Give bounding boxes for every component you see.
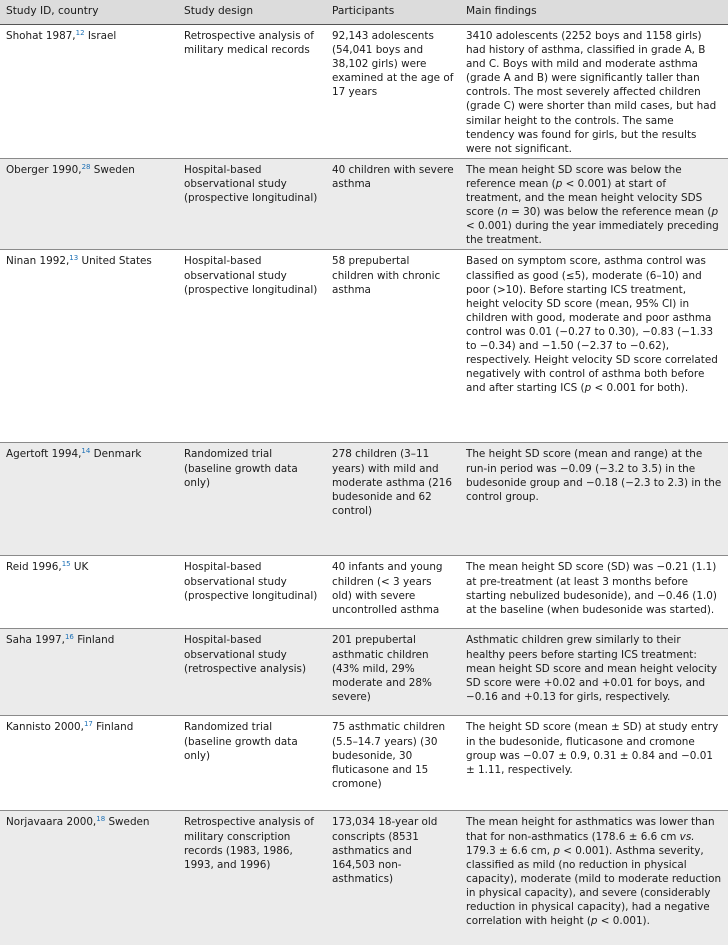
study-cell (0, 25, 178, 159)
study-cell (0, 629, 178, 716)
design-cell: Hospital-based observational study (prospective longitudinal) (178, 250, 326, 443)
participants-cell: 201 prepubertal asthmatic children (43% mild, 29% moderate and 28% severe) (326, 629, 460, 716)
reference-link[interactable]: 12 (75, 29, 85, 37)
header-findings: Main findings (460, 0, 728, 25)
findings-text: The mean height for asthmatics was lower than that for non-asthmatics (178.6 ± 6.6 cm (466, 816, 715, 843)
table-header-row (0, 0, 728, 25)
table-row (0, 158, 728, 250)
reference-link[interactable]: 17 (83, 720, 93, 729)
findings-italic: p (584, 382, 592, 395)
findings-italic: p (555, 177, 563, 190)
participants-cell: 40 infants and young children (< 3 years old) with severe uncontrolled asthma (326, 556, 460, 629)
findings-italic: p (590, 915, 598, 928)
findings-text: < 0.001). Asthma severity, classified as mild (no reduction in physical capacity), moderate (mild to moderate reduction in physical capacity), and severe (considerably reduction in physical capacity), had a negative correlation with height ( (466, 844, 722, 928)
table-row (0, 556, 728, 629)
study-cell (0, 250, 178, 443)
study-cell (0, 443, 178, 556)
findings-italic: p (711, 206, 719, 219)
study-country: Finland (73, 634, 115, 647)
design-cell: Retrospective analysis of military medical records (178, 25, 326, 159)
study-cell (0, 556, 178, 629)
reference-link[interactable]: 13 (69, 254, 79, 263)
study-country: Israel (84, 30, 117, 42)
study-cell (0, 811, 178, 945)
study-country: UK (70, 561, 89, 574)
table-row (0, 443, 728, 556)
design-cell: Randomized trial (baseline growth data only) (178, 443, 326, 556)
study-country: Sweden (105, 816, 150, 829)
findings-italic: p (553, 844, 560, 857)
study-country: Finland (92, 721, 134, 734)
participants-cell: 278 children (3–11 years) with mild and moderate asthma (216 budesonide and 62 control) (326, 443, 460, 556)
study-country: United States (78, 255, 152, 268)
reference-link[interactable]: 28 (81, 162, 91, 171)
header-participants: Participants (326, 0, 460, 25)
study-name: Ninan 1992, (6, 255, 70, 268)
design-cell: Retrospective analysis of military conscription records (1983, 1986, 1993, and 1996) (178, 811, 326, 945)
study-name: Shohat 1987, (6, 30, 76, 42)
design-cell: Hospital-based observational study (prospective longitudinal) (178, 556, 326, 629)
findings-cell: 3410 adolescents (2252 boys and 1158 girls) had history of asthma, classified in grade A, B and C. Boys with mild and moderate asthma (grade A and B) were significantly taller than controls. The most severely affected children (grade C) were shorter than mild cases, but had similar height to the controls. The same tendency was found for girls, but the results were not significant. (460, 25, 728, 159)
table-row (0, 250, 728, 443)
findings-cell: The mean height SD score (SD) was −0.21 (1.1) at pre-treatment (at least 3 months before starting nebulized budesonide), and −0.46 (1.0) at the baseline (when budesonide was started). (460, 556, 728, 629)
participants-cell: 173,034 18-year old conscripts (8531 asthmatics and 164,503 non-asthmatics) (326, 811, 460, 945)
design-cell: Randomized trial (baseline growth data only) (178, 716, 326, 811)
findings-text: < 0.001) at start of treatment, and the mean height velocity SDS score ( (466, 177, 703, 219)
table-row (0, 629, 728, 716)
reference-link[interactable]: 16 (64, 633, 74, 642)
findings-cell (460, 811, 728, 945)
findings-text: < 0.001 for both). (591, 382, 689, 395)
study-country: Sweden (90, 163, 135, 176)
findings-cell (460, 250, 728, 443)
study-name: Reid 1996, (6, 561, 62, 574)
study-name: Oberger 1990, (6, 163, 82, 176)
findings-text: The mean height SD score was below the reference mean ( (466, 163, 682, 190)
design-cell: Hospital-based observational study (retrospective analysis) (178, 629, 326, 716)
reference-link[interactable]: 15 (61, 560, 71, 569)
study-name: Saha 1997, (6, 634, 65, 647)
table-row (0, 25, 728, 159)
participants-cell: 92,143 adolescents (54,041 boys and 38,102 girls) were examined at the age of 17 years (326, 25, 460, 159)
findings-cell (460, 158, 728, 250)
findings-cell: The height SD score (mean ± SD) at study entry in the budesonide, fluticasone and cromone group was −0.07 ± 0.9, 0.31 ± 0.84 and −0.01 ± 1.11, respectively. (460, 716, 728, 811)
findings-italic: n (501, 206, 508, 219)
findings-text: < 0.001). (597, 915, 650, 928)
findings-cell: The height SD score (mean and range) at the run-in period was −0.09 (−3.2 to 3.5) in the budesonide group and −0.18 (−2.3 to 2.3) in the control group. (460, 443, 728, 556)
participants-cell: 58 prepubertal children with chronic asthma (326, 250, 460, 443)
reference-link[interactable]: 18 (96, 815, 106, 824)
findings-cell: Asthmatic children grew similarly to their healthy peers before starting ICS treatment: mean height SD score and mean height velocity SD score were +0.02 and +0.01 for boys, and −0.16 and +0.13 for girls, respectively. (460, 629, 728, 716)
study-cell (0, 716, 178, 811)
participants-cell: 75 asthmatic children (5.5–14.7 years) (30 budesonide, 30 fluticasone and 15 cromone) (326, 716, 460, 811)
study-name: Agertoft 1994, (6, 448, 82, 461)
header-design: Study design (178, 0, 326, 25)
findings-text: Based on symptom score, asthma control was classified as good (≤5), moderate (6–10) and poor (>10). Before starting ICS treatment, height velocity SD score (mean, 95% CI) in children with good, moderate and poor asthma control was 0.01 (−0.27 to 0.30), −0.83 (−1.33 to −0.34) and −1.50 (−2.37 to −0.62), respectively. Height velocity SD score correlated negatively with control of asthma both before and after starting ICS ( (466, 255, 718, 395)
findings-text: 179.3 ± 6.6 cm, (466, 844, 554, 857)
study-cell (0, 158, 178, 250)
study-name: Norjavaara 2000, (6, 816, 97, 829)
header-study: Study ID, country (0, 0, 178, 25)
findings-text: = 30) was below the reference mean ( (507, 206, 712, 219)
design-cell: Hospital-based observational study (prospective longitudinal) (178, 158, 326, 250)
table-row (0, 811, 728, 945)
table-row (0, 716, 728, 811)
participants-cell: 40 children with severe asthma (326, 158, 460, 250)
study-country: Denmark (90, 448, 142, 461)
study-name: Kannisto 2000, (6, 721, 84, 734)
findings-italic: vs. (679, 830, 695, 843)
reference-link[interactable]: 14 (81, 447, 91, 456)
findings-text: < 0.001) during the year immediately preceding the treatment. (466, 220, 719, 247)
